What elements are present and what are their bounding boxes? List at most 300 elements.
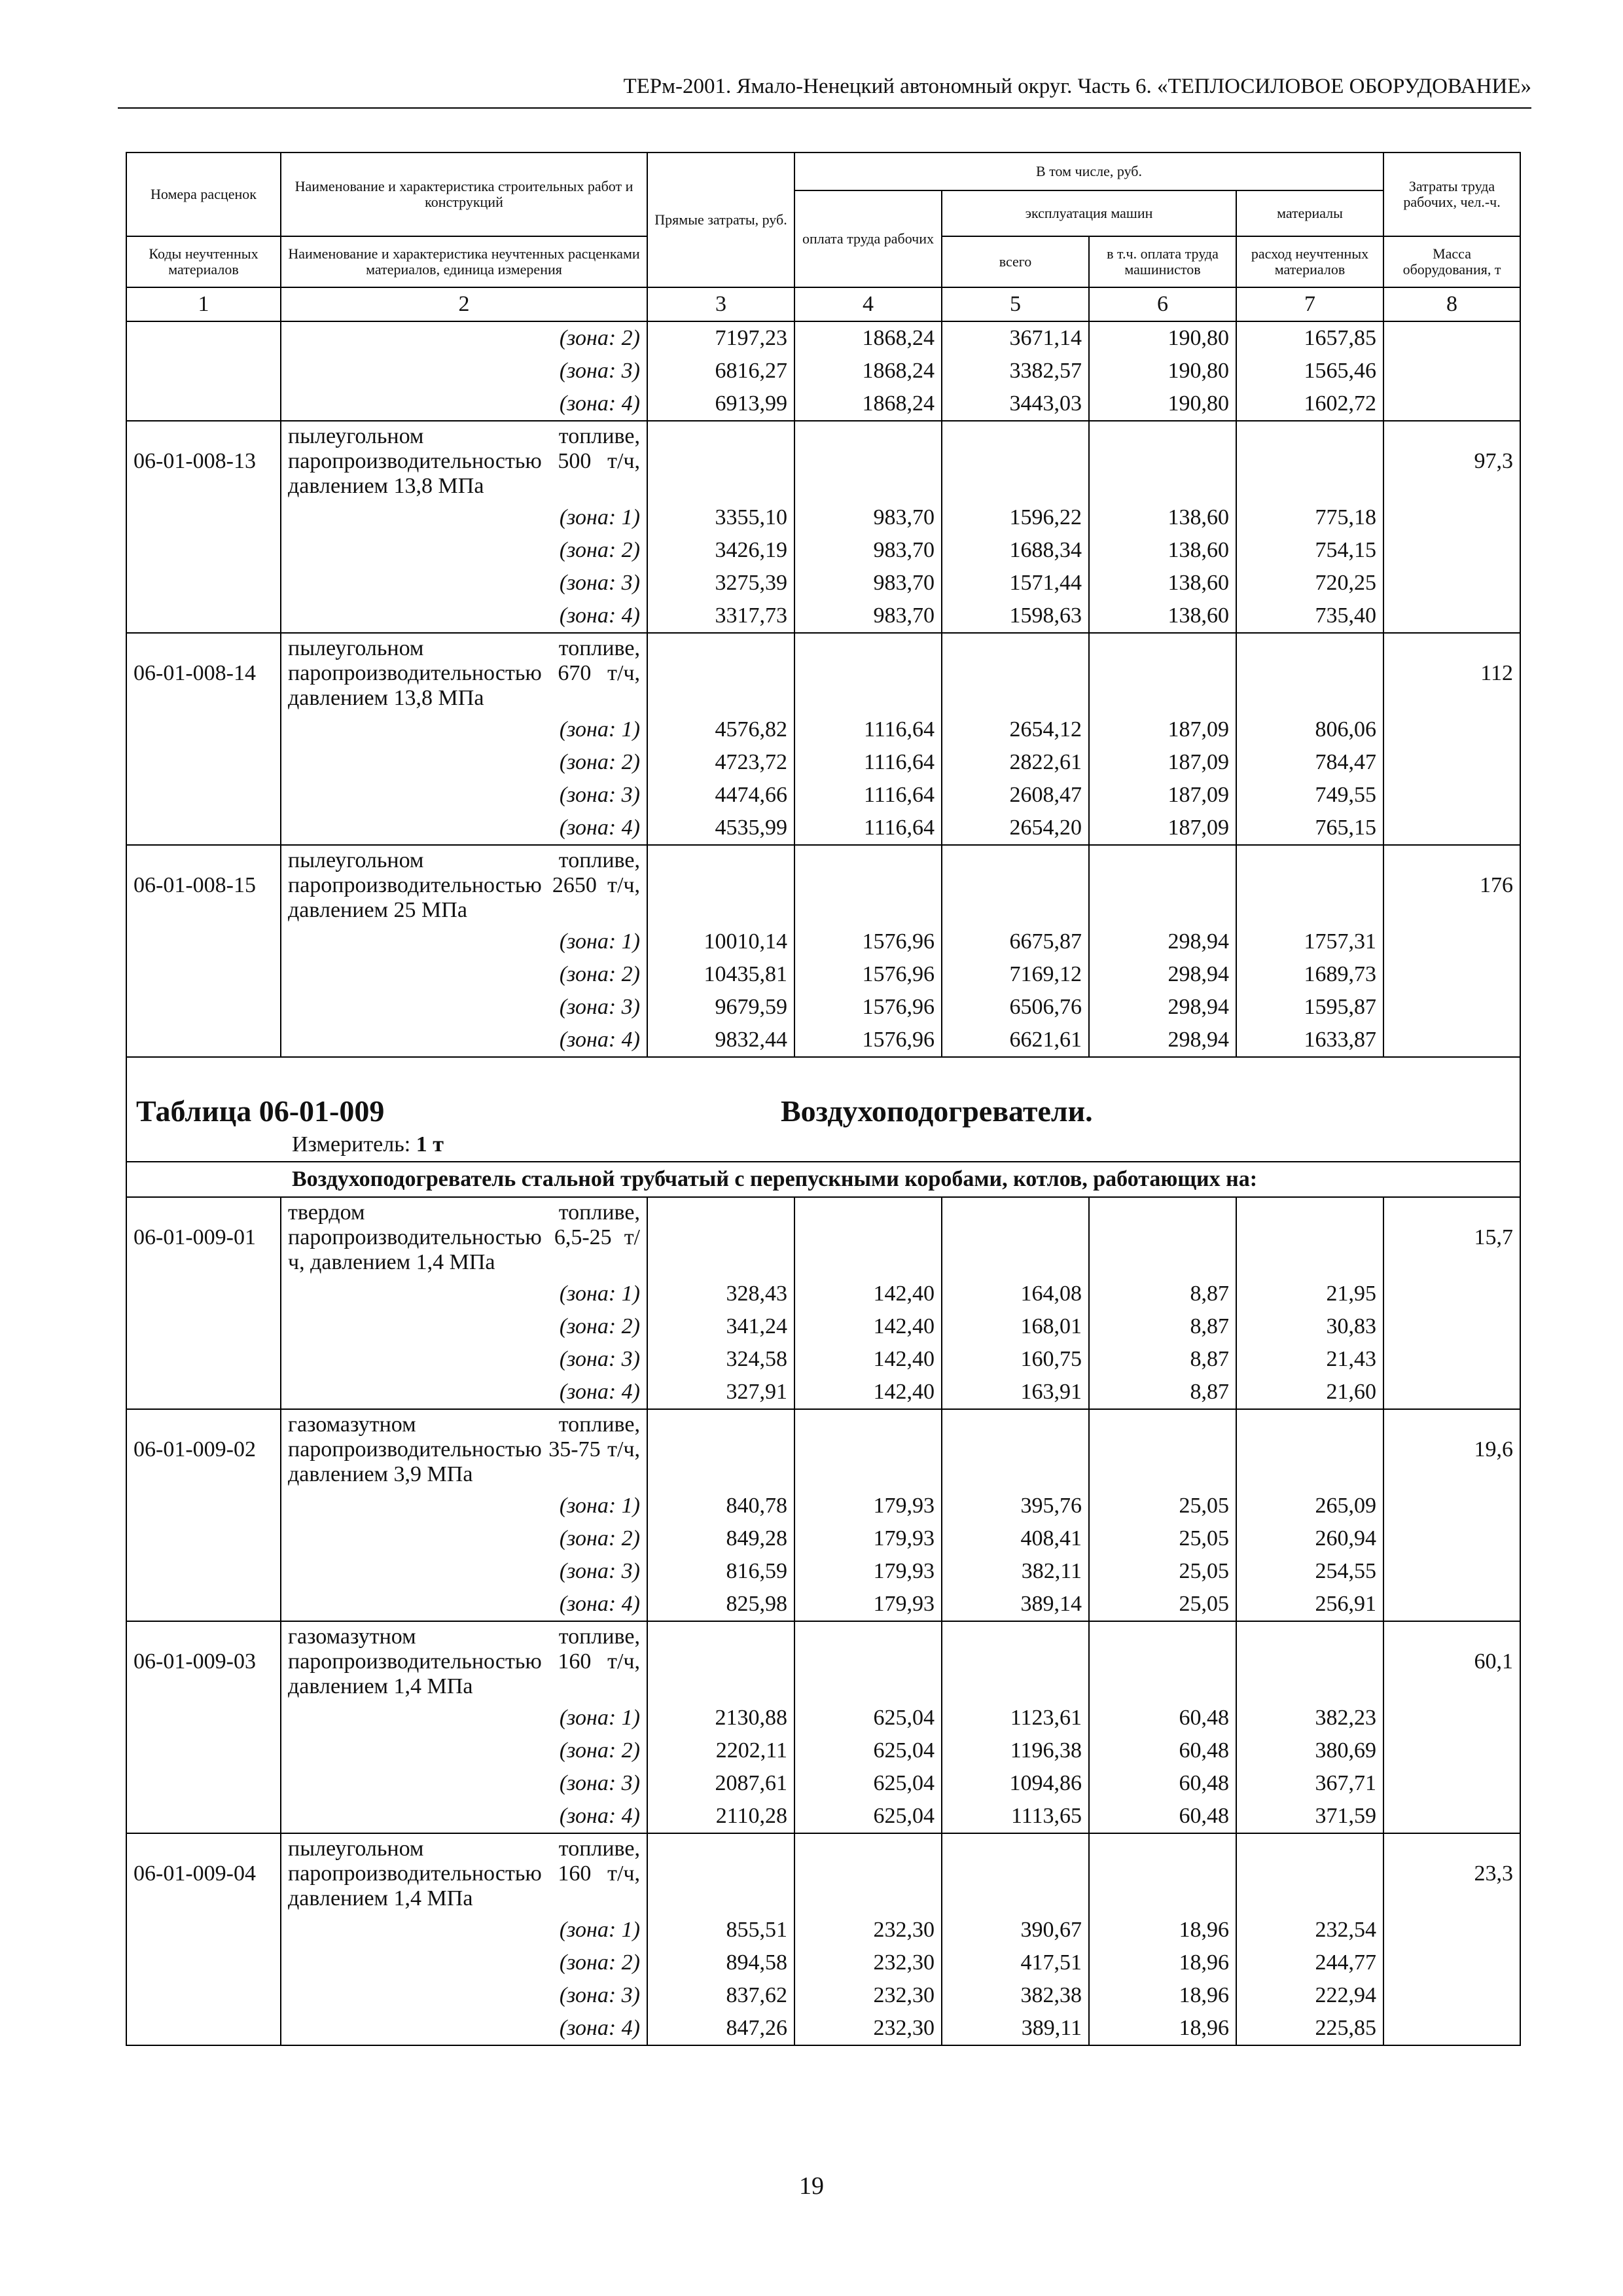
- machinist-wages-value: 60,48: [1089, 1734, 1236, 1767]
- wages-value: 179,93: [794, 1588, 942, 1621]
- direct-costs-value: 825,98: [647, 1588, 794, 1621]
- wages-value: 142,40: [794, 1278, 942, 1310]
- zone-label: (зона: 4): [281, 812, 647, 845]
- labor-value: 112: [1383, 633, 1520, 713]
- rate-row: [126, 1409, 1520, 1490]
- wages-value: 232,30: [794, 1914, 942, 1946]
- machines-total-value: 2608,47: [942, 779, 1089, 812]
- materials-value: 30,83: [1236, 1310, 1383, 1343]
- machines-total-value: 389,14: [942, 1588, 1089, 1621]
- machines-total-value: 395,76: [942, 1490, 1089, 1522]
- empty-labor-cell: [1383, 1376, 1520, 1409]
- machinist-wages-value: 8,87: [1089, 1310, 1236, 1343]
- materials-value: 222,94: [1236, 1979, 1383, 2012]
- machinist-wages-value: 190,80: [1089, 321, 1236, 355]
- header-labor-costs: Затраты труда рабочих, чел.-ч.: [1383, 152, 1520, 236]
- materials-value: 21,43: [1236, 1343, 1383, 1376]
- empty-code-cell: [126, 1024, 281, 1057]
- empty-code-cell: [126, 1767, 281, 1800]
- empty-code-cell: [126, 1343, 281, 1376]
- machinist-wages-value: 138,60: [1089, 501, 1236, 534]
- materials-value: 260,94: [1236, 1522, 1383, 1555]
- labor-value: 176: [1383, 845, 1520, 925]
- empty-labor-cell: [1383, 779, 1520, 812]
- empty-code-cell: [126, 355, 281, 387]
- materials-value: 371,59: [1236, 1800, 1383, 1833]
- machines-total-value: 382,11: [942, 1555, 1089, 1588]
- rate-name: твердом топливе, паропроизводительностью 6,5-25 т/ч, давлением 1,4 МПа: [281, 1197, 647, 1278]
- empty-value-cell: [647, 1197, 794, 1278]
- empty-labor-cell: [1383, 1555, 1520, 1588]
- materials-value: 1602,72: [1236, 387, 1383, 421]
- empty-code-cell: [126, 1310, 281, 1343]
- materials-value: 382,23: [1236, 1702, 1383, 1734]
- materials-value: 254,55: [1236, 1555, 1383, 1588]
- empty-code-cell: [126, 746, 281, 779]
- empty-value-cell: [942, 421, 1089, 501]
- empty-value-cell: [942, 1621, 1089, 1702]
- zone-row: [126, 1588, 1520, 1621]
- header-materials: материалы: [1236, 190, 1383, 236]
- empty-labor-cell: [1383, 1979, 1520, 2012]
- labor-value: 15,7: [1383, 1197, 1520, 1278]
- direct-costs-value: 324,58: [647, 1343, 794, 1376]
- empty-labor-cell: [1383, 958, 1520, 991]
- direct-costs-value: 840,78: [647, 1490, 794, 1522]
- zone-row: [126, 1490, 1520, 1522]
- zone-label: (зона: 4): [281, 1024, 647, 1057]
- zone-row: [126, 991, 1520, 1024]
- materials-value: 1595,87: [1236, 991, 1383, 1024]
- empty-code-cell: [126, 600, 281, 633]
- wages-value: 1116,64: [794, 779, 942, 812]
- empty-value-cell: [647, 845, 794, 925]
- machines-total-value: 2822,61: [942, 746, 1089, 779]
- direct-costs-value: 3355,10: [647, 501, 794, 534]
- materials-value: 232,54: [1236, 1914, 1383, 1946]
- empty-value-cell: [942, 1409, 1089, 1490]
- zone-label: (зона: 3): [281, 355, 647, 387]
- empty-value-cell: [1236, 421, 1383, 501]
- empty-code-cell: [126, 2012, 281, 2045]
- zone-label: (зона: 1): [281, 1702, 647, 1734]
- zone-label: (зона: 4): [281, 600, 647, 633]
- materials-value: 265,09: [1236, 1490, 1383, 1522]
- zone-row: [126, 746, 1520, 779]
- direct-costs-value: 9832,44: [647, 1024, 794, 1057]
- machinist-wages-value: 187,09: [1089, 713, 1236, 746]
- column-number: 4: [794, 287, 942, 321]
- wages-value: 142,40: [794, 1310, 942, 1343]
- table-number: Таблица 06-01-009: [136, 1094, 385, 1128]
- machines-total-value: 164,08: [942, 1278, 1089, 1310]
- direct-costs-value: 341,24: [647, 1310, 794, 1343]
- machinist-wages-value: 138,60: [1089, 534, 1236, 567]
- wages-value: 983,70: [794, 600, 942, 633]
- wages-value: 179,93: [794, 1555, 942, 1588]
- machinist-wages-value: 187,09: [1089, 746, 1236, 779]
- wages-value: 1576,96: [794, 958, 942, 991]
- machines-total-value: 163,91: [942, 1376, 1089, 1409]
- direct-costs-value: 894,58: [647, 1946, 794, 1979]
- materials-value: 720,25: [1236, 567, 1383, 600]
- empty-code-cell: [126, 713, 281, 746]
- machinist-wages-value: 298,94: [1089, 991, 1236, 1024]
- machinist-wages-value: 25,05: [1089, 1490, 1236, 1522]
- empty-code-cell: [126, 1522, 281, 1555]
- machines-total-value: 168,01: [942, 1310, 1089, 1343]
- direct-costs-value: 816,59: [647, 1555, 794, 1588]
- header-work-name: Наименование и характеристика строительных работ и конструкций: [281, 152, 647, 236]
- zone-label: (зона: 3): [281, 1767, 647, 1800]
- zone-label: (зона: 3): [281, 567, 647, 600]
- empty-value-cell: [1089, 421, 1236, 501]
- machinist-wages-value: 8,87: [1089, 1343, 1236, 1376]
- zone-row: [126, 321, 1520, 355]
- rate-name: газомазутном топливе, паропроизводительностью 160 т/ч, давлением 1,4 МПа: [281, 1621, 647, 1702]
- empty-code-cell: [126, 991, 281, 1024]
- zone-label: (зона: 3): [281, 1979, 647, 2012]
- direct-costs-value: 6913,99: [647, 387, 794, 421]
- table-title-row: [126, 1057, 1520, 1128]
- machines-total-value: 3382,57: [942, 355, 1089, 387]
- empty-labor-cell: [1383, 2012, 1520, 2045]
- empty-labor-cell: [1383, 600, 1520, 633]
- direct-costs-value: 9679,59: [647, 991, 794, 1024]
- empty-labor-cell: [1383, 812, 1520, 845]
- empty-code-cell: [126, 812, 281, 845]
- column-number: 7: [1236, 287, 1383, 321]
- wages-value: 1576,96: [794, 1024, 942, 1057]
- empty-value-cell: [1236, 1409, 1383, 1490]
- wages-value: 142,40: [794, 1376, 942, 1409]
- empty-value-cell: [647, 633, 794, 713]
- machines-total-value: 3443,03: [942, 387, 1089, 421]
- zone-label: (зона: 3): [281, 779, 647, 812]
- direct-costs-value: 328,43: [647, 1278, 794, 1310]
- empty-labor-cell: [1383, 1522, 1520, 1555]
- empty-value-cell: [942, 845, 1089, 925]
- direct-costs-value: 6816,27: [647, 355, 794, 387]
- header-machines-total: всего: [942, 236, 1089, 287]
- empty-labor-cell: [1383, 1588, 1520, 1621]
- machinist-wages-value: 298,94: [1089, 958, 1236, 991]
- direct-costs-value: 327,91: [647, 1376, 794, 1409]
- direct-costs-value: 10010,14: [647, 925, 794, 958]
- empty-code-cell: [126, 1588, 281, 1621]
- empty-code-cell: [126, 321, 281, 355]
- direct-costs-value: 855,51: [647, 1914, 794, 1946]
- materials-value: 749,55: [1236, 779, 1383, 812]
- header-rate-number: Номера расценок: [126, 152, 281, 236]
- machinist-wages-value: 298,94: [1089, 1024, 1236, 1057]
- zone-row: [126, 1278, 1520, 1310]
- empty-code-cell: [126, 1555, 281, 1588]
- materials-value: 1657,85: [1236, 321, 1383, 355]
- zone-label: (зона: 4): [281, 2012, 647, 2045]
- wages-value: 232,30: [794, 1979, 942, 2012]
- rates-table: [126, 152, 1521, 2046]
- wages-value: 232,30: [794, 1946, 942, 1979]
- rate-row: [126, 1197, 1520, 1278]
- zone-row: [126, 1555, 1520, 1588]
- direct-costs-value: 837,62: [647, 1979, 794, 2012]
- machinist-wages-value: 298,94: [1089, 925, 1236, 958]
- machinist-wages-value: 60,48: [1089, 1800, 1236, 1833]
- zone-row: [126, 1376, 1520, 1409]
- machines-total-value: 6675,87: [942, 925, 1089, 958]
- machines-total-value: 382,38: [942, 1979, 1089, 2012]
- rate-row: [126, 1833, 1520, 1914]
- machines-total-value: 1196,38: [942, 1734, 1089, 1767]
- rate-code: 06-01-009-01: [126, 1197, 281, 1278]
- zone-row: [126, 1024, 1520, 1057]
- empty-value-cell: [647, 1833, 794, 1914]
- direct-costs-value: 3275,39: [647, 567, 794, 600]
- wages-value: 179,93: [794, 1490, 942, 1522]
- direct-costs-value: 4474,66: [647, 779, 794, 812]
- machinist-wages-value: 18,96: [1089, 1979, 1236, 2012]
- materials-value: 1689,73: [1236, 958, 1383, 991]
- materials-value: 735,40: [1236, 600, 1383, 633]
- machines-total-value: 1113,65: [942, 1800, 1089, 1833]
- empty-labor-cell: [1383, 355, 1520, 387]
- empty-value-cell: [1236, 1197, 1383, 1278]
- machines-total-value: 1094,86: [942, 1767, 1089, 1800]
- empty-code-cell: [126, 1376, 281, 1409]
- materials-value: 765,15: [1236, 812, 1383, 845]
- rate-code: 06-01-008-14: [126, 633, 281, 713]
- wages-value: 625,04: [794, 1702, 942, 1734]
- direct-costs-value: 4535,99: [647, 812, 794, 845]
- machines-total-value: 2654,20: [942, 812, 1089, 845]
- zone-label: (зона: 1): [281, 501, 647, 534]
- materials-value: 21,60: [1236, 1376, 1383, 1409]
- empty-code-cell: [126, 1979, 281, 2012]
- empty-value-cell: [1236, 1833, 1383, 1914]
- rate-row: [126, 845, 1520, 925]
- materials-value: 244,77: [1236, 1946, 1383, 1979]
- zone-row: [126, 1702, 1520, 1734]
- machines-total-value: 1688,34: [942, 534, 1089, 567]
- empty-code-cell: [126, 1946, 281, 1979]
- machinist-wages-value: 8,87: [1089, 1376, 1236, 1409]
- page-header: ТЕРм-2001. Ямало-Ненецкий автономный округ. Часть 6. «ТЕПЛОСИЛОВОЕ ОБОРУДОВАНИЕ»: [118, 71, 1531, 109]
- rate-name: пылеугольном топливе, паропроизводительностью 160 т/ч, давлением 1,4 МПа: [281, 1833, 647, 1914]
- wages-value: 1576,96: [794, 991, 942, 1024]
- empty-code-cell: [126, 501, 281, 534]
- rate-code: 06-01-009-04: [126, 1833, 281, 1914]
- zone-label: (зона: 4): [281, 1800, 647, 1833]
- header-equipment-mass: Масса оборудования, т: [1383, 236, 1520, 287]
- empty-code-cell: [126, 1800, 281, 1833]
- zone-row: [126, 925, 1520, 958]
- wages-value: 983,70: [794, 567, 942, 600]
- measure-value: 1 т: [416, 1132, 444, 1157]
- labor-value: 97,3: [1383, 421, 1520, 501]
- measure-line: [126, 1128, 1520, 1162]
- empty-labor-cell: [1383, 567, 1520, 600]
- rate-code: 06-01-008-15: [126, 845, 281, 925]
- machines-total-value: 6506,76: [942, 991, 1089, 1024]
- zone-row: [126, 2012, 1520, 2045]
- empty-value-cell: [794, 1409, 942, 1490]
- empty-labor-cell: [1383, 1800, 1520, 1833]
- direct-costs-value: 10435,81: [647, 958, 794, 991]
- empty-labor-cell: [1383, 746, 1520, 779]
- header-including: В том числе, руб.: [794, 152, 1383, 190]
- zone-row: [126, 1734, 1520, 1767]
- wages-value: 179,93: [794, 1522, 942, 1555]
- labor-value: 23,3: [1383, 1833, 1520, 1914]
- machinist-wages-value: 60,48: [1089, 1702, 1236, 1734]
- materials-value: 256,91: [1236, 1588, 1383, 1621]
- zone-row: [126, 1310, 1520, 1343]
- zone-label: (зона: 1): [281, 1914, 647, 1946]
- zone-row: [126, 1767, 1520, 1800]
- machines-total-value: 7169,12: [942, 958, 1089, 991]
- zone-row: [126, 1979, 1520, 2012]
- empty-code-cell: [126, 925, 281, 958]
- machinist-wages-value: 18,96: [1089, 2012, 1236, 2045]
- direct-costs-value: 2130,88: [647, 1702, 794, 1734]
- machinist-wages-value: 8,87: [1089, 1278, 1236, 1310]
- wages-value: 1868,24: [794, 321, 942, 355]
- rate-row: [126, 1621, 1520, 1702]
- materials-value: 754,15: [1236, 534, 1383, 567]
- empty-labor-cell: [1383, 1278, 1520, 1310]
- machinist-wages-value: 60,48: [1089, 1767, 1236, 1800]
- machines-total-value: 3671,14: [942, 321, 1089, 355]
- rate-code: 06-01-009-03: [126, 1621, 281, 1702]
- materials-value: 225,85: [1236, 2012, 1383, 2045]
- empty-value-cell: [1236, 633, 1383, 713]
- direct-costs-value: 4723,72: [647, 746, 794, 779]
- rate-name: пылеугольном топливе, паропроизводительностью 500 т/ч, давлением 13,8 МПа: [281, 421, 647, 501]
- empty-value-cell: [942, 1197, 1089, 1278]
- zone-label: (зона: 4): [281, 1588, 647, 1621]
- rate-row: [126, 421, 1520, 501]
- empty-value-cell: [647, 421, 794, 501]
- machines-total-value: 417,51: [942, 1946, 1089, 1979]
- empty-value-cell: [794, 1621, 942, 1702]
- zone-row: [126, 534, 1520, 567]
- empty-value-cell: [794, 845, 942, 925]
- empty-labor-cell: [1383, 1310, 1520, 1343]
- machines-total-value: 1596,22: [942, 501, 1089, 534]
- zone-label: (зона: 3): [281, 991, 647, 1024]
- wages-value: 232,30: [794, 2012, 942, 2045]
- header-direct-costs: Прямые затраты, руб.: [647, 152, 794, 287]
- column-number: 2: [281, 287, 647, 321]
- empty-code-cell: [126, 534, 281, 567]
- zone-label: (зона: 2): [281, 1734, 647, 1767]
- materials-value: 1633,87: [1236, 1024, 1383, 1057]
- zone-label: (зона: 3): [281, 1343, 647, 1376]
- zone-row: [126, 1914, 1520, 1946]
- zone-label: (зона: 2): [281, 958, 647, 991]
- zone-label: (зона: 4): [281, 387, 647, 421]
- direct-costs-value: 2087,61: [647, 1767, 794, 1800]
- empty-labor-cell: [1383, 1702, 1520, 1734]
- machinist-wages-value: 25,05: [1089, 1588, 1236, 1621]
- direct-costs-value: 2110,28: [647, 1800, 794, 1833]
- direct-costs-value: 3426,19: [647, 534, 794, 567]
- machinist-wages-value: 18,96: [1089, 1914, 1236, 1946]
- empty-labor-cell: [1383, 387, 1520, 421]
- machinist-wages-value: 138,60: [1089, 600, 1236, 633]
- empty-value-cell: [1089, 1197, 1236, 1278]
- empty-value-cell: [1236, 1621, 1383, 1702]
- machines-total-value: 1571,44: [942, 567, 1089, 600]
- wages-value: 1868,24: [794, 387, 942, 421]
- rate-code: 06-01-008-13: [126, 421, 281, 501]
- zone-row: [126, 779, 1520, 812]
- empty-value-cell: [1089, 1621, 1236, 1702]
- empty-code-cell: [126, 1702, 281, 1734]
- direct-costs-value: 849,28: [647, 1522, 794, 1555]
- empty-labor-cell: [1383, 1490, 1520, 1522]
- wages-value: 1116,64: [794, 713, 942, 746]
- zone-row: [126, 387, 1520, 421]
- empty-value-cell: [647, 1621, 794, 1702]
- page-number: 19: [799, 2172, 824, 2200]
- zone-row: [126, 1946, 1520, 1979]
- wages-value: 983,70: [794, 501, 942, 534]
- empty-code-cell: [126, 1490, 281, 1522]
- empty-labor-cell: [1383, 925, 1520, 958]
- machines-total-value: 389,11: [942, 2012, 1089, 2045]
- empty-value-cell: [1089, 1409, 1236, 1490]
- wages-value: 625,04: [794, 1767, 942, 1800]
- wages-value: 1116,64: [794, 812, 942, 845]
- wages-value: 625,04: [794, 1734, 942, 1767]
- zone-row: [126, 501, 1520, 534]
- wages-value: 983,70: [794, 534, 942, 567]
- zone-label: (зона: 2): [281, 1310, 647, 1343]
- machinist-wages-value: 138,60: [1089, 567, 1236, 600]
- column-number: 8: [1383, 287, 1520, 321]
- wages-value: 1576,96: [794, 925, 942, 958]
- empty-code-cell: [126, 1734, 281, 1767]
- empty-value-cell: [794, 421, 942, 501]
- rate-row: [126, 633, 1520, 713]
- materials-value: 806,06: [1236, 713, 1383, 746]
- empty-labor-cell: [1383, 991, 1520, 1024]
- direct-costs-value: 4576,82: [647, 713, 794, 746]
- zone-row: [126, 1800, 1520, 1833]
- wages-value: 142,40: [794, 1343, 942, 1376]
- empty-labor-cell: [1383, 1767, 1520, 1800]
- materials-value: 380,69: [1236, 1734, 1383, 1767]
- zone-row: [126, 600, 1520, 633]
- empty-code-cell: [126, 567, 281, 600]
- machines-total-value: 1598,63: [942, 600, 1089, 633]
- empty-code-cell: [126, 387, 281, 421]
- machines-total-value: 390,67: [942, 1914, 1089, 1946]
- zone-row: [126, 567, 1520, 600]
- zone-row: [126, 1522, 1520, 1555]
- machines-total-value: 1123,61: [942, 1702, 1089, 1734]
- empty-value-cell: [942, 633, 1089, 713]
- wages-value: 1116,64: [794, 746, 942, 779]
- empty-labor-cell: [1383, 501, 1520, 534]
- zone-label: (зона: 1): [281, 1278, 647, 1310]
- empty-value-cell: [794, 1197, 942, 1278]
- empty-value-cell: [647, 1409, 794, 1490]
- rate-name: газомазутном топливе, паропроизводительностью 35-75 т/ч, давлением 3,9 МПа: [281, 1409, 647, 1490]
- empty-value-cell: [1089, 845, 1236, 925]
